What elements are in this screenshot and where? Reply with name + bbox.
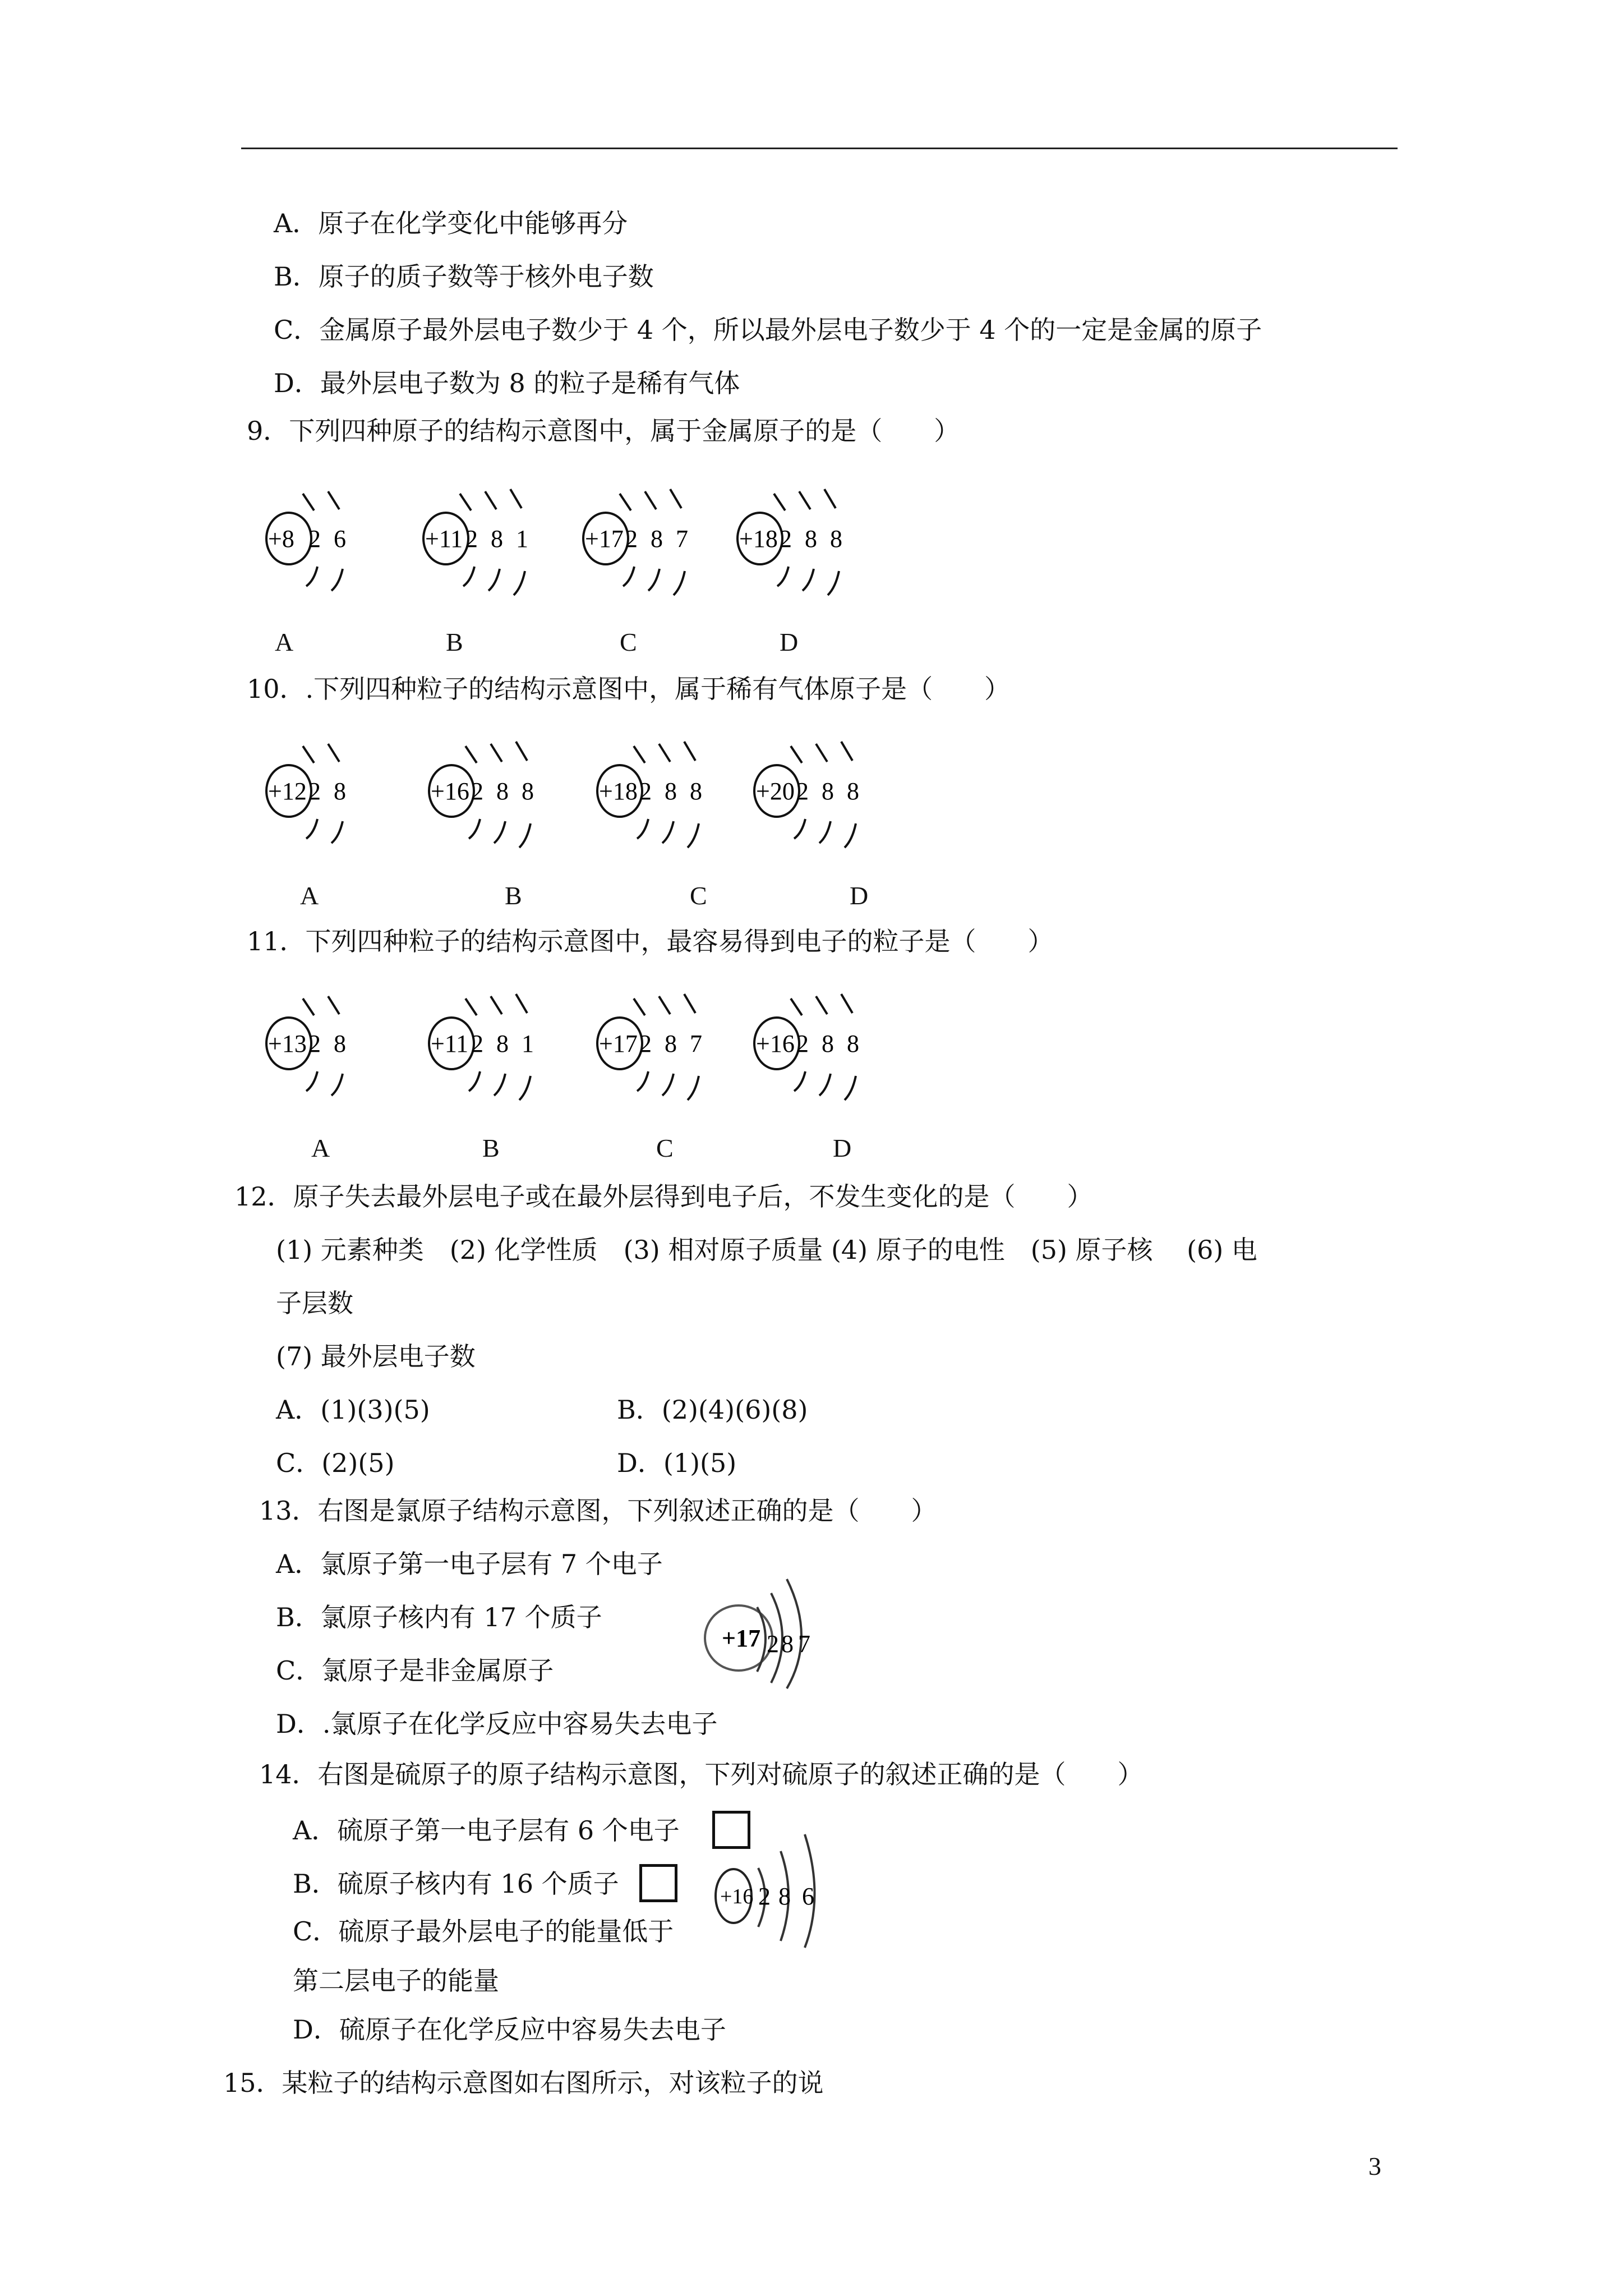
nucleus-charge: +16 [431, 777, 469, 805]
shell-arc-top [620, 494, 631, 510]
shell-2-count: 8 [496, 1030, 509, 1057]
shell-arc-bottom [819, 821, 831, 843]
shell-arc-top [774, 494, 785, 510]
shell-arc-bottom [637, 819, 648, 839]
shell-2-count: 8 [805, 525, 817, 553]
shell-arc-top [841, 742, 852, 761]
q12-option-c: C．(2)(5) [276, 1448, 395, 1478]
q14-option-c-line2: 第二层电子的能量 [293, 1966, 499, 1996]
shell-3-count: 7 [690, 1030, 702, 1057]
shell-arc-bottom [803, 569, 814, 591]
shell-2-count: 8 [651, 525, 663, 553]
shell-arc-top [816, 744, 827, 762]
q9-choice-label-d: D [780, 628, 799, 656]
shell-arc-top [634, 999, 645, 1015]
shell-arc-bottom [819, 1074, 831, 1096]
shell-arc-bottom [648, 569, 660, 591]
question-15: 15．某粒子的结构示意图如右图所示，对该粒子的说 [223, 2068, 824, 2098]
header-rule [241, 148, 1398, 149]
shell-2-count: 8 [781, 1630, 794, 1658]
shell-arc-bottom [519, 823, 531, 848]
q10-atom-diagram-c [594, 735, 763, 849]
shell-2-count: 8 [491, 525, 503, 553]
shell-arc-bottom [845, 823, 856, 848]
shell-1-count: 2 [796, 1030, 809, 1057]
shell-2-count: 8 [334, 777, 346, 805]
q14-option-a: A．硫原子第一电子层有 6 个电子 [293, 1815, 680, 1846]
q12-option-d: D．(1)(5) [617, 1448, 737, 1478]
q9-choice-label-c: C [620, 628, 637, 656]
shell-arc-top [684, 994, 695, 1013]
q11-atom-diagram-a [264, 987, 432, 1102]
nucleus-charge: +12 [268, 777, 307, 805]
q13-option-b: B．氯原子核内有 17 个质子 [276, 1602, 602, 1632]
shell-3-count: 8 [522, 777, 534, 805]
shell-arc-bottom [331, 821, 343, 843]
q9-atom-diagram-d [735, 482, 903, 597]
shell-arc-top [328, 744, 339, 762]
shell-arc-top [634, 746, 645, 763]
q10-choice-label-b: B [505, 881, 522, 910]
shell-1-count: 2 [471, 1030, 483, 1057]
q9-choice-label-a: A [275, 628, 294, 656]
q9-choice-label-b: B [446, 628, 463, 656]
nucleus-charge: +16 [720, 1885, 754, 1908]
nucleus-charge: +11 [431, 1030, 469, 1057]
shell-arc-top [303, 494, 314, 510]
nucleus-charge: +18 [599, 777, 638, 805]
nucleus-charge: +18 [739, 525, 778, 553]
shell-1-count: 2 [639, 777, 652, 805]
shell-arc-bottom [845, 1076, 856, 1100]
shell-arc-top [303, 999, 314, 1015]
q11-choice-label-d: D [833, 1134, 852, 1162]
shell-arc-bottom [794, 1071, 805, 1091]
shell-2-count: 8 [778, 1883, 791, 1910]
shell-3-count: 8 [847, 1030, 859, 1057]
shell-arc-top [659, 744, 670, 762]
nucleus-charge: +11 [425, 525, 463, 553]
shell-2-count: 8 [665, 1030, 677, 1057]
shell-3-count: 8 [847, 777, 859, 805]
chlorine-atom-diagram [704, 1559, 850, 1691]
shell-arc-bottom [514, 571, 525, 595]
q11-atom-diagram-d [751, 987, 920, 1102]
shell-1-count: 2 [780, 525, 792, 553]
q10-choice-label-a: A [300, 881, 319, 910]
question-9: 9．下列四种原子的结构示意图中，属于金属原子的是（ ） [247, 416, 960, 446]
shell-arc-top [465, 746, 477, 763]
shell-2-count: 8 [822, 1030, 834, 1057]
prev-option-a: A．原子在化学变化中能够再分 [274, 208, 628, 238]
shell-1-count: 2 [758, 1883, 771, 1910]
shell-1-count: 2 [308, 525, 321, 553]
shell-arc-bottom [519, 1076, 531, 1100]
q12-items-line2: 子层数 [276, 1288, 353, 1318]
q11-choice-label-c: C [656, 1134, 674, 1162]
page-number: 3 [1368, 2152, 1381, 2180]
q10-atom-diagram-a [264, 735, 432, 849]
q10-atom-diagram-d [751, 735, 920, 849]
question-10: 10．.下列四种粒子的结构示意图中，属于稀有气体原子是（ ） [247, 674, 1011, 704]
shell-arc-bottom [623, 567, 634, 586]
shell-arc-top [659, 996, 670, 1014]
q12-option-a: A．(1)(3)(5) [276, 1395, 430, 1425]
shell-arc-bottom [674, 571, 685, 595]
shell-1-count: 2 [308, 1030, 321, 1057]
prev-option-b: B．原子的质子数等于核外电子数 [274, 261, 654, 292]
shell-arc-bottom [688, 823, 699, 848]
question-11: 11．下列四种粒子的结构示意图中，最容易得到电子的粒子是（ ） [247, 926, 1054, 956]
q11-atom-diagram-c [594, 987, 763, 1102]
shell-arc-top [328, 996, 339, 1014]
q14-option-d: D．硫原子在化学反应中容易失去电子 [293, 2014, 726, 2045]
q10-atom-diagram-b [426, 735, 594, 849]
nucleus-charge: +17 [722, 1625, 761, 1652]
q14-option-b: B．硫原子核内有 16 个质子 [293, 1869, 619, 1899]
nucleus-charge: +20 [756, 777, 795, 805]
question-12: 12．原子失去最外层电子或在最外层得到电子后，不发生变化的是（ ） [234, 1181, 1093, 1212]
shell-1-count: 2 [796, 777, 809, 805]
shell-arc-bottom [777, 567, 789, 586]
shell-3-count: 7 [798, 1630, 810, 1658]
q12-option-b: B．(2)(4)(6)(8) [617, 1395, 808, 1425]
shell-arc-bottom [331, 1074, 343, 1096]
shell-arc-bottom [828, 571, 839, 595]
shell-arc-bottom [463, 567, 474, 586]
shell-arc-bottom [306, 1071, 317, 1091]
shell-arc-top [460, 494, 471, 510]
shell-arc-bottom [794, 819, 805, 839]
shell-arc-bottom [494, 1074, 505, 1096]
shell-arc-bottom [662, 821, 674, 843]
shell-arc-bottom [331, 569, 343, 591]
answer-box-b[interactable] [639, 1864, 677, 1902]
nucleus-charge: +16 [756, 1030, 795, 1057]
shell-arc-top [816, 996, 827, 1014]
shell-3-count: 7 [676, 525, 688, 553]
shell-arc-top [791, 746, 802, 763]
question-14: 14．右图是硫原子的原子结构示意图，下列对硫原子的叙述正确的是（ ） [259, 1759, 1144, 1789]
shell-arc-top [465, 999, 477, 1015]
nucleus-charge: +17 [585, 525, 624, 553]
q13-option-d: D．.氯原子在化学反应中容易失去电子 [276, 1709, 718, 1739]
shell-3-count: 1 [516, 525, 528, 553]
prev-option-c: C．金属原子最外层电子数少于 4 个，所以最外层电子数少于 4 个的一定是金属的原子 [274, 315, 1262, 345]
q9-atom-diagram-a [264, 482, 432, 597]
shell-arc-top [491, 996, 502, 1014]
shell-arc-top [645, 491, 656, 509]
sulfur-atom-diagram [712, 1818, 858, 1949]
shell-1-count: 2 [471, 777, 483, 805]
q13-option-a: A．氯原子第一电子层有 7 个电子 [276, 1549, 663, 1579]
q9-atom-diagram-c [580, 482, 749, 597]
q11-choice-label-a: A [311, 1134, 330, 1162]
shell-arc-top [824, 489, 836, 508]
shell-arc-bottom [469, 819, 480, 839]
shell-arc-bottom [488, 569, 500, 591]
q10-choice-label-c: C [690, 881, 707, 910]
q10-choice-label-d: D [850, 881, 869, 910]
shell-arc-top [670, 489, 681, 508]
shell-3-count: 1 [522, 1030, 534, 1057]
shell-arc-bottom [306, 567, 317, 586]
shell-arc-top [303, 746, 314, 763]
shell-2-count: 8 [665, 777, 677, 805]
shell-arc-top [491, 744, 502, 762]
shell-arc-top [485, 491, 496, 509]
shell-1-count: 2 [465, 525, 478, 553]
prev-option-d: D．最外层电子数为 8 的粒子是稀有气体 [274, 368, 740, 398]
shell-3-count: 8 [830, 525, 842, 553]
shell-arc-bottom [637, 1071, 648, 1091]
q12-items-line1: (1) 元素种类 (2) 化学性质 (3) 相对原子质量 (4) 原子的电性 (5) 原子核 (6) 电 [276, 1235, 1257, 1265]
q13-option-c: C．氯原子是非金属原子 [276, 1655, 554, 1686]
nucleus-charge: +13 [268, 1030, 307, 1057]
question-13: 13．右图是氯原子结构示意图，下列叙述正确的是（ ） [259, 1496, 937, 1526]
q9-atom-diagram-b [421, 482, 589, 597]
shell-arc-top [841, 994, 852, 1013]
shell-arc-top [791, 999, 802, 1015]
shell-1-count: 2 [639, 1030, 652, 1057]
shell-arc-top [516, 742, 527, 761]
shell-arc-top [516, 994, 527, 1013]
shell-arc-bottom [662, 1074, 674, 1096]
shell-arc-top [684, 742, 695, 761]
q14-option-c-line1: C．硫原子最外层电子的能量低于 [293, 1916, 674, 1947]
shell-2-count: 8 [496, 777, 509, 805]
shell-arc-bottom [494, 821, 505, 843]
shell-1-count: 2 [625, 525, 638, 553]
shell-2-count: 8 [822, 777, 834, 805]
shell-3-count: 8 [690, 777, 702, 805]
shell-2-count: 6 [334, 525, 346, 553]
shell-arc-top [799, 491, 810, 509]
shell-2-count: 8 [334, 1030, 346, 1057]
q12-items-line3: (7) 最外层电子数 [276, 1341, 476, 1372]
shell-arc-bottom [469, 1071, 480, 1091]
shell-arc-top [510, 489, 522, 508]
shell-arc-top [328, 491, 339, 509]
shell-arc-bottom [688, 1076, 699, 1100]
shell-1-count: 2 [767, 1630, 779, 1658]
shell-arc-bottom [306, 819, 317, 839]
q11-choice-label-b: B [482, 1134, 500, 1162]
nucleus-charge: +8 [268, 525, 294, 553]
shell-3-count: 6 [802, 1883, 814, 1910]
nucleus-charge: +17 [599, 1030, 638, 1057]
shell-1-count: 2 [308, 777, 321, 805]
q11-atom-diagram-b [426, 987, 594, 1102]
